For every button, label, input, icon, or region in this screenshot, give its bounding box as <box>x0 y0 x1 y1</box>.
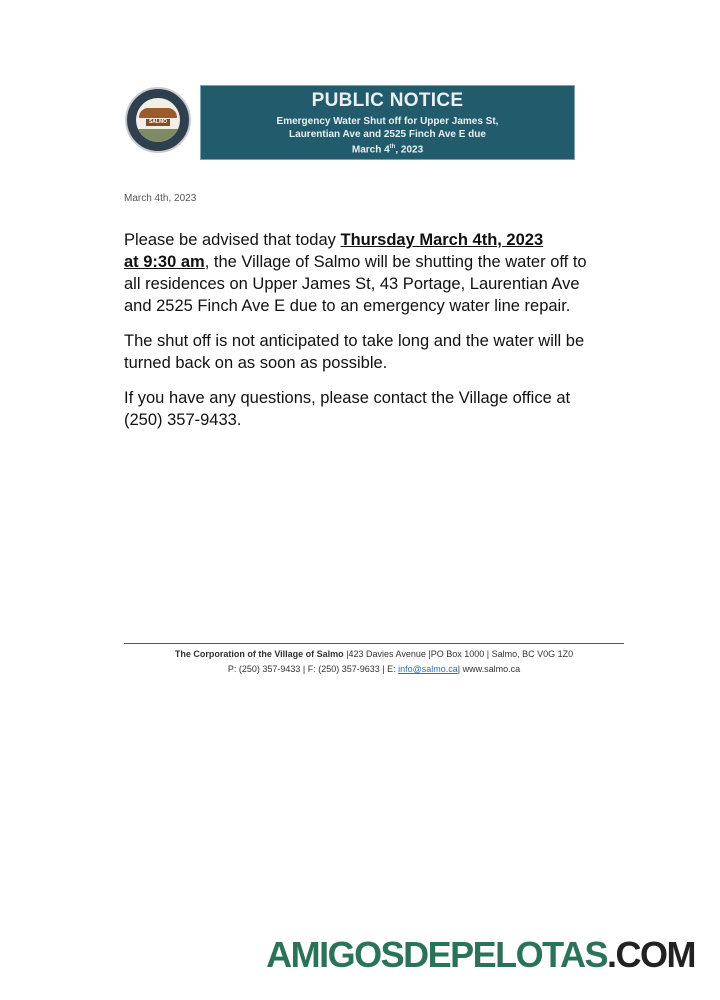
public-notice-banner <box>200 85 575 160</box>
banner-date: March 4th, 2023 <box>351 144 424 156</box>
email-link[interactable]: info@salmo.ca <box>398 664 458 674</box>
notice-date: March 4th, 2023 <box>124 193 197 204</box>
watermark: AMIGOSDEPELOTAS.COM <box>266 934 695 975</box>
banner-subtitle-line: Emergency Water Shut off for Upper James St, <box>276 116 499 127</box>
footer <box>124 643 624 677</box>
website-link[interactable]: | www.salmo.ca <box>457 664 521 674</box>
village-of-salmo-logo <box>125 87 191 153</box>
notice-body <box>124 229 604 444</box>
footer-contacts: P: (250) 357-9433 | F: (250) 357-9633 | E: info@salmo.ca| www.salmo.ca <box>227 664 521 674</box>
banner-title: PUBLIC NOTICE <box>311 90 464 111</box>
banner-subtitle <box>201 115 574 156</box>
banner-subtitle-line: Laurentian Ave and 2525 Finch Ave E due <box>289 129 486 140</box>
footer-address: The Corporation of the Village of Salmo |423 Davies Avenue |PO Box 1000 | Salmo, BC V0G 1Z0 <box>174 649 574 659</box>
paragraph-1: Please be advised that today Thursday March 4th, 2023 at 9:30 am, the Village of Salmo will be shutting the water off to all residences on Upper James St, 43 Portage, Laurentian Ave and 2525 Finch Ave E due to an emergency water line repair. <box>124 231 587 315</box>
paragraph-3: If you have any questions, please contact the Village office at (250) 357-9433. <box>124 389 571 429</box>
paragraph-2: The shut off is not anticipated to take long and the water will be turned back on as soon as possible. <box>124 332 585 372</box>
logo-sign: SALMO <box>146 119 170 126</box>
